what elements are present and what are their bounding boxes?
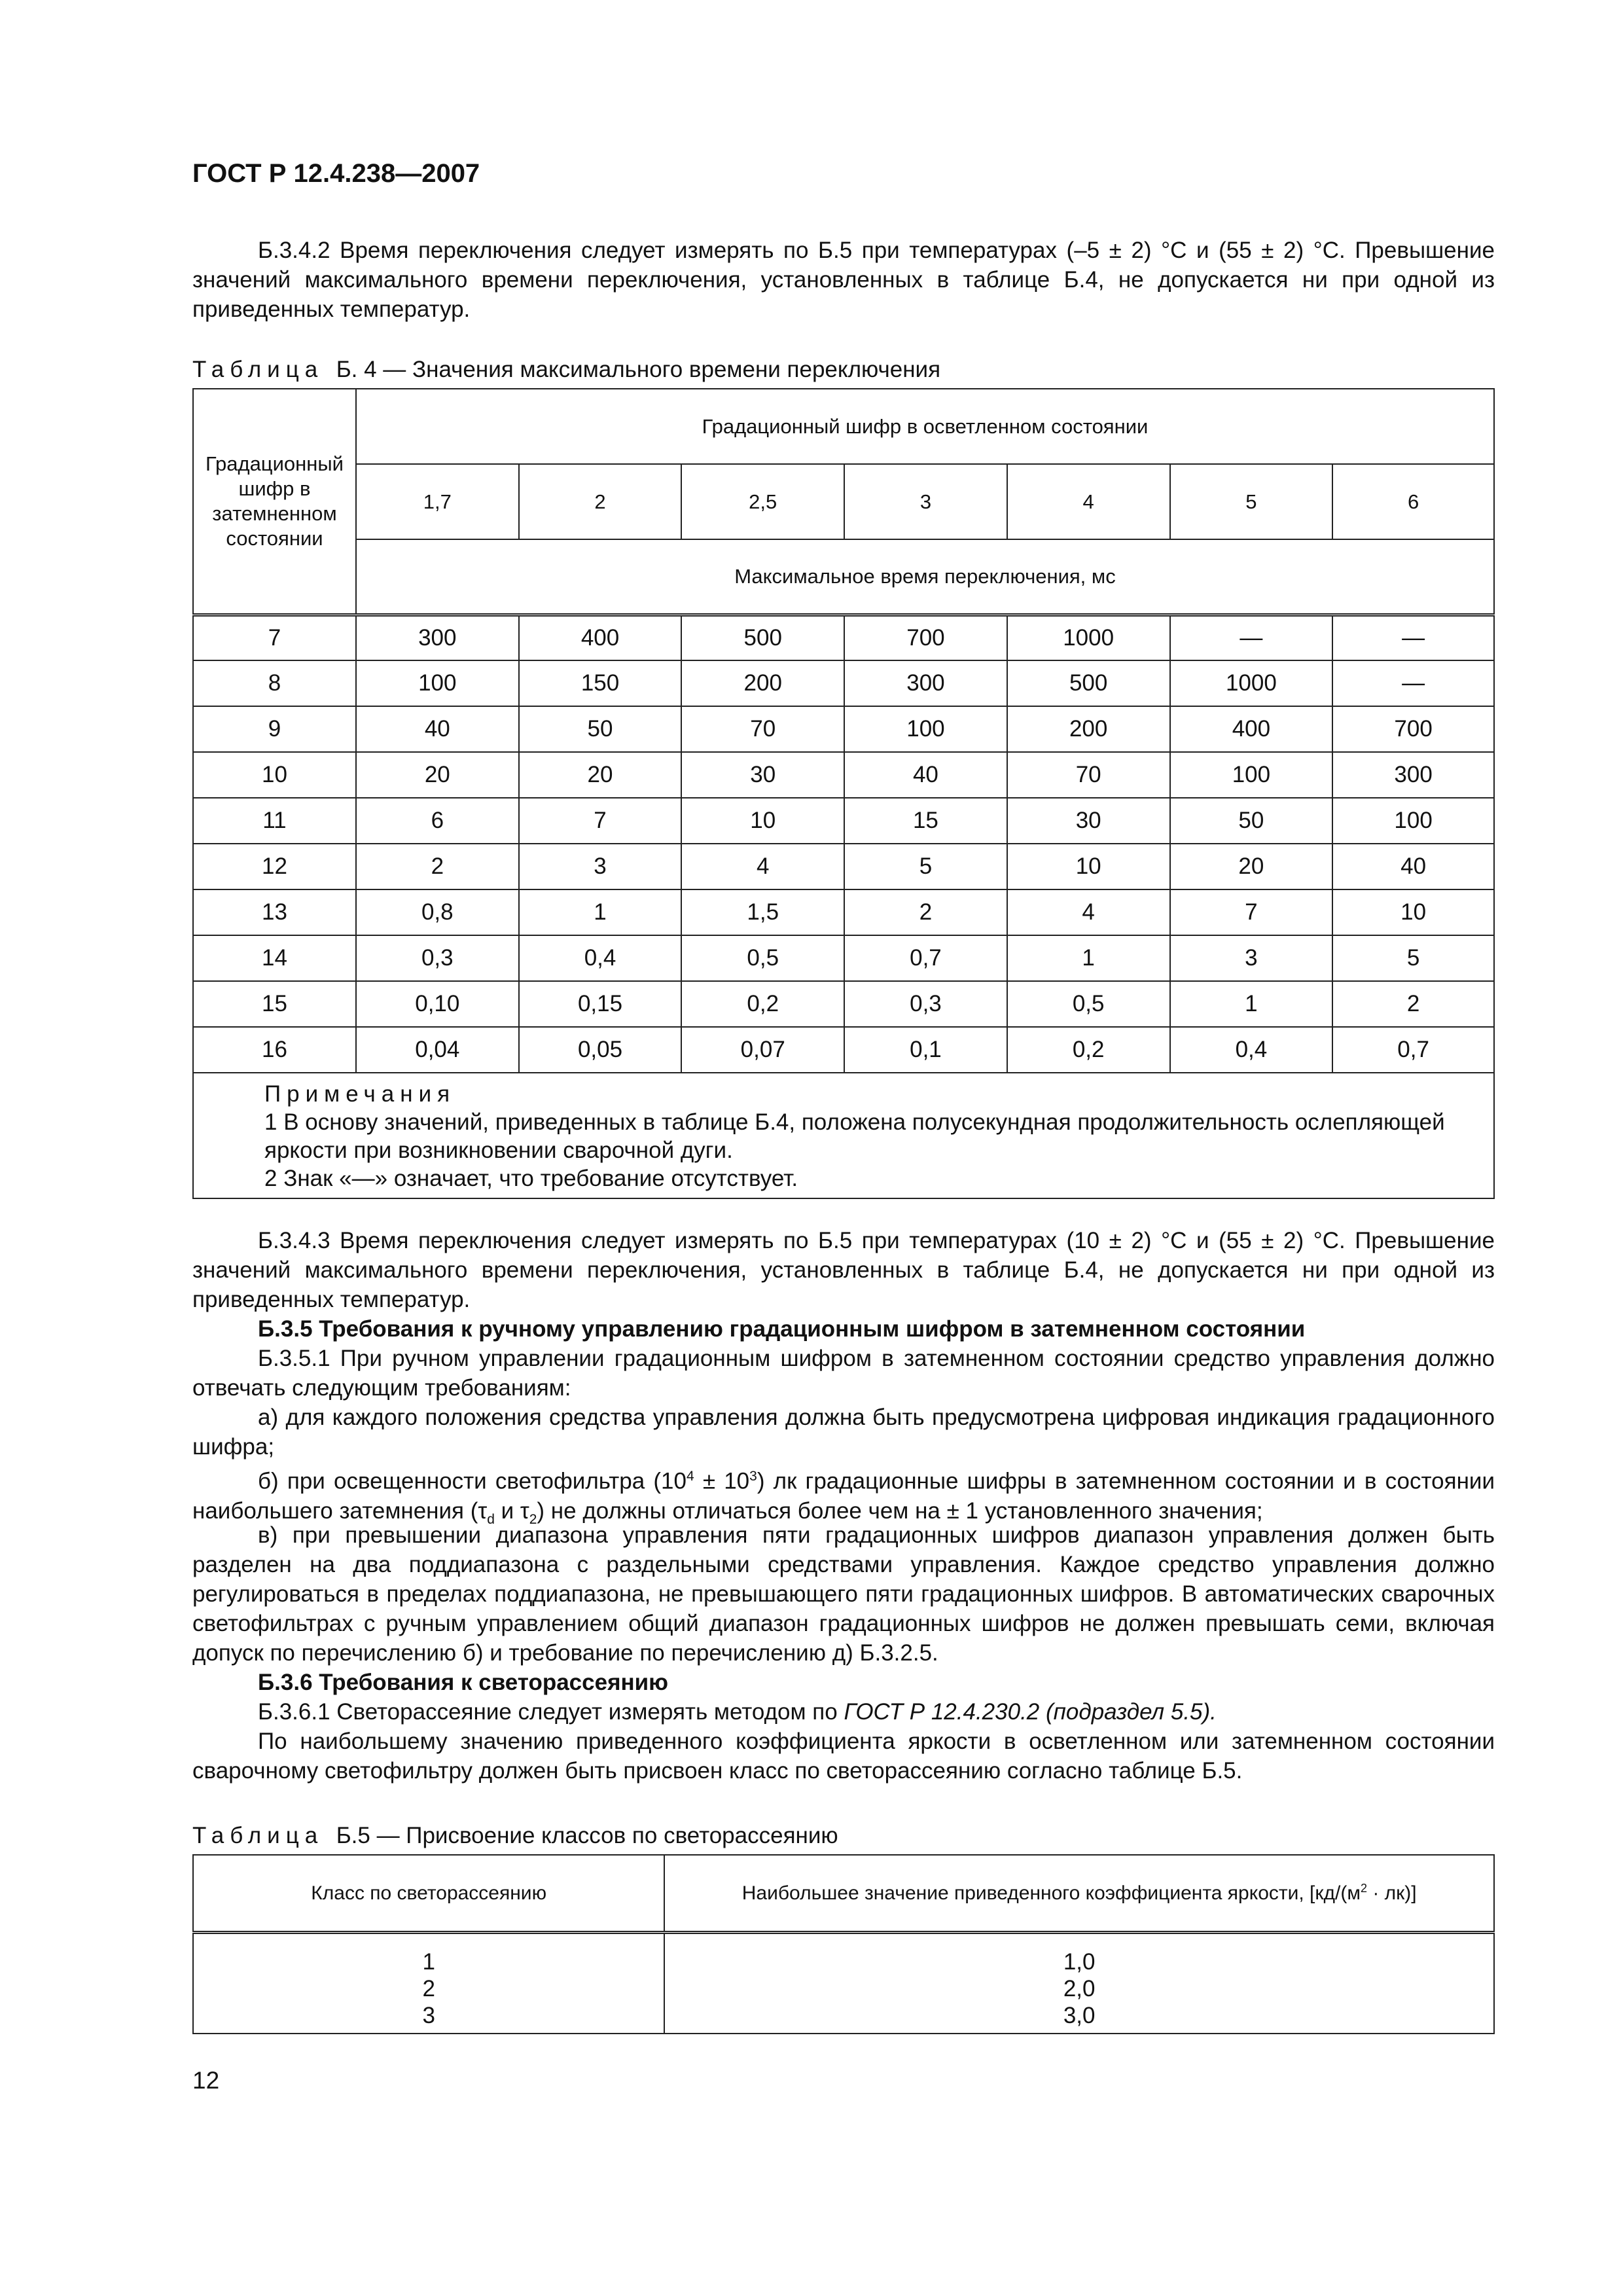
table-cell: 11 — [193, 798, 356, 844]
table-cell: 1000 — [1170, 660, 1333, 706]
table-cell: 100 — [356, 660, 519, 706]
table-cell: 100 — [844, 706, 1007, 752]
note-1: 1 В основу значений, приведенных в таблице Б.4, положена полусекундная продолжительность ослепляющей яркости при возникновении сварочной дуги. — [264, 1109, 1445, 1163]
list-item-c: в) при превышении диапазона управления пяти градационных шифров диапазон управления должен быть разделен на два поддиапазона с раздельными средствами управления. Каждое средство управления должно регулироваться в пределах поддиапазона, не превышающего пяти градационных шифров. В автоматических сварочных светофильтрах с ручным управлением общий диапазон градационных шифров не должен превышать семи, включая допуск по перечислению б) и требование по перечислению д) Б.3.2.5. — [192, 1522, 1495, 1666]
table-b5-values — [664, 1933, 1494, 2034]
table-b4-notes — [193, 1073, 1494, 1198]
standard-reference: ГОСТ Р 12.4.230.2 (подраздел 5.5). — [844, 1699, 1217, 1725]
table-b5-classes — [193, 1933, 664, 2034]
table-row — [193, 752, 1494, 798]
table-b4-unit-header: Максимальное время переключения, мс — [356, 539, 1494, 615]
table-cell: 2 — [1332, 981, 1494, 1027]
table-cell: 0,1 — [844, 1027, 1007, 1073]
table-b4-caption: Таблица Б. 4 — Значения максимального времени переключения — [192, 357, 941, 382]
table-cell: 500 — [681, 615, 844, 660]
table-cell: 300 — [1332, 752, 1494, 798]
table-cell: 14 — [193, 935, 356, 981]
table-cell: 40 — [1332, 844, 1494, 889]
table-cell: 200 — [681, 660, 844, 706]
table-cell: 20 — [1170, 844, 1333, 889]
table-cell: 700 — [1332, 706, 1494, 752]
table-cell: 0,7 — [1332, 1027, 1494, 1073]
table-cell: 16 — [193, 1027, 356, 1073]
table-cell: — — [1332, 660, 1494, 706]
table-cell: 50 — [1170, 798, 1333, 844]
table-cell: 0,3 — [356, 935, 519, 981]
table-cell: 0,8 — [356, 889, 519, 935]
table-cell: 100 — [1170, 752, 1333, 798]
table-cell: 7 — [519, 798, 682, 844]
paragraph-b343: Б.3.4.3 Время переключения следует измерять по Б.5 при температурах (10 ± 2) °С и (55 ± 2) °С. Превышение значений максимального времени переключения, установленных в таблице Б.4, не допускается ни при одной из приведенных температур. — [192, 1228, 1495, 1312]
table-b4-column-header: 6 — [1332, 464, 1494, 539]
table-cell: 400 — [1170, 706, 1333, 752]
table-cell: 30 — [681, 752, 844, 798]
table-cell: 0,10 — [356, 981, 519, 1027]
table-b4-column-header: 1,7 — [356, 464, 519, 539]
table-cell: 0,4 — [1170, 1027, 1333, 1073]
table-b4-column-header: 2 — [519, 464, 682, 539]
paragraph-b36-class: По наибольшему значению приведенного коэффициента яркости в осветленном или затемненном состоянии сварочному светофильтру должен быть присвоен класс по светорассеянию согласно таблице Б.5. — [192, 1729, 1495, 1784]
page-number: 12 — [192, 2067, 220, 2094]
table-cell: 10 — [1007, 844, 1170, 889]
table-b4-column-header: 5 — [1170, 464, 1333, 539]
scatter-class-value: 2 — [422, 1976, 435, 2001]
table-cell: 200 — [1007, 706, 1170, 752]
luminance-coefficient-value: 2,0 — [1063, 1976, 1096, 2001]
list-item-b: б) при освещенности светофильтра $(10^4 \pm 10^3)$ лк градационные шифры в затемненном состоянии и в состоянии наибольшего затемнения ($\tau_d$ и $\tau_2$) не должны отличаться более чем на ± 1 установленного значения; — [192, 1468, 1495, 1527]
table-cell: 10 — [193, 752, 356, 798]
table-cell: 1000 — [1007, 615, 1170, 660]
table-b4-column-header: 2,5 — [681, 464, 844, 539]
table-cell: 5 — [1332, 935, 1494, 981]
table-cell: 7 — [1170, 889, 1333, 935]
table-cell: 0,5 — [1007, 981, 1170, 1027]
table-cell: 700 — [844, 615, 1007, 660]
table-b4-row-header: Градационный шифр в затемненном состоянии — [193, 389, 356, 615]
table-cell: 7 — [193, 615, 356, 660]
luminance-coefficient-value: 1,0 — [1063, 1949, 1096, 1975]
table-cell: 0,2 — [1007, 1027, 1170, 1073]
table-cell: 0,15 — [519, 981, 682, 1027]
table-cell: 20 — [356, 752, 519, 798]
table-cell: 3 — [519, 844, 682, 889]
table-row — [193, 798, 1494, 844]
table-cell: 0,04 — [356, 1027, 519, 1073]
table-cell: 2 — [356, 844, 519, 889]
table-cell: 4 — [681, 844, 844, 889]
table-cell: 70 — [681, 706, 844, 752]
table-cell: 40 — [356, 706, 519, 752]
scatter-class-value: 1 — [422, 1949, 435, 1975]
section-b35-heading: Б.3.5 Требования к ручному управлению градационным шифром в затемненном состоянии — [258, 1316, 1306, 1342]
table-b5-value-header: Наибольшее значение приведенного коэффициента яркости, $[кд/(м^2 \cdot лк)]$ — [664, 1855, 1494, 1933]
table-cell: 500 — [1007, 660, 1170, 706]
scatter-class-value: 3 — [422, 2003, 435, 2028]
table-cell: 40 — [844, 752, 1007, 798]
table-cell: 2 — [844, 889, 1007, 935]
table-cell: 30 — [1007, 798, 1170, 844]
table-cell: 300 — [844, 660, 1007, 706]
table-cell: 1 — [1170, 981, 1333, 1027]
table-b4-column-header: 4 — [1007, 464, 1170, 539]
table-row — [193, 889, 1494, 935]
table-cell: — — [1332, 615, 1494, 660]
table-row — [193, 615, 1494, 660]
table-cell: 3 — [1170, 935, 1333, 981]
table-cell: 0,05 — [519, 1027, 682, 1073]
table-cell: 10 — [681, 798, 844, 844]
paragraph-b351: Б.3.5.1 При ручном управлении градационным шифром в затемненном состоянии средство управления должно отвечать следующим требованиям: — [192, 1346, 1495, 1401]
table-b5 — [192, 1854, 1495, 2034]
table-cell: 9 — [193, 706, 356, 752]
table-cell: 150 — [519, 660, 682, 706]
table-cell: 20 — [519, 752, 682, 798]
table-b5-caption: Таблица Б.5 — Присвоение классов по светорассеянию — [192, 1823, 838, 1848]
table-row — [193, 660, 1494, 706]
table-b4-column-header: 3 — [844, 464, 1007, 539]
table-row — [193, 1027, 1494, 1073]
table-cell: 4 — [1007, 889, 1170, 935]
table-cell: 15 — [193, 981, 356, 1027]
table-cell: — — [1170, 615, 1333, 660]
table-cell: 100 — [1332, 798, 1494, 844]
table-cell: 10 — [1332, 889, 1494, 935]
table-row — [193, 935, 1494, 981]
paragraph-b342: Б.3.4.2 Время переключения следует измерять по Б.5 при температурах (–5 ± 2) °С и (55 ± 2) °С. Превышение значений максимального времени переключения, установленных в таблице Б.4, не допускается ни при одной из приведенных температур. — [192, 238, 1495, 322]
table-cell: 1,5 — [681, 889, 844, 935]
list-item-a: а) для каждого положения средства управления должна быть предусмотрена цифровая индикация градационного шифра; — [192, 1405, 1495, 1460]
table-cell: 300 — [356, 615, 519, 660]
luminance-coefficient-value: 3,0 — [1063, 2003, 1096, 2028]
table-cell: 5 — [844, 844, 1007, 889]
table-cell: 0,2 — [681, 981, 844, 1027]
table-cell: 70 — [1007, 752, 1170, 798]
table-cell: 15 — [844, 798, 1007, 844]
table-row — [193, 844, 1494, 889]
table-cell: 12 — [193, 844, 356, 889]
table-cell: 0,5 — [681, 935, 844, 981]
table-cell: 13 — [193, 889, 356, 935]
note-2: 2 Знак «—» означает, что требование отсутствует. — [264, 1166, 798, 1191]
table-cell: 400 — [519, 615, 682, 660]
table-cell: 1 — [1007, 935, 1170, 981]
document-id-header: ГОСТ Р 12.4.238—2007 — [192, 159, 480, 188]
table-cell: 0,7 — [844, 935, 1007, 981]
section-b36-heading: Б.3.6 Требования к светорассеянию — [258, 1670, 669, 1695]
table-row — [193, 981, 1494, 1027]
paragraph-b361: Б.3.6.1 Светорассеяние следует измерять методом по ГОСТ Р 12.4.230.2 (подраздел 5.5). — [258, 1699, 1217, 1725]
table-b4-column-group-header: Градационный шифр в осветленном состоянии — [356, 389, 1494, 464]
table-cell: 0,07 — [681, 1027, 844, 1073]
table-cell: 50 — [519, 706, 682, 752]
table-cell: 1 — [519, 889, 682, 935]
table-cell: 0,3 — [844, 981, 1007, 1027]
table-b5-class-header: Класс по светорассеянию — [193, 1855, 664, 1933]
notes-title: Примечания — [264, 1081, 456, 1107]
table-cell: 6 — [356, 798, 519, 844]
table-b4 — [192, 388, 1495, 1199]
table-row — [193, 706, 1494, 752]
table-cell: 8 — [193, 660, 356, 706]
table-cell: 0,4 — [519, 935, 682, 981]
